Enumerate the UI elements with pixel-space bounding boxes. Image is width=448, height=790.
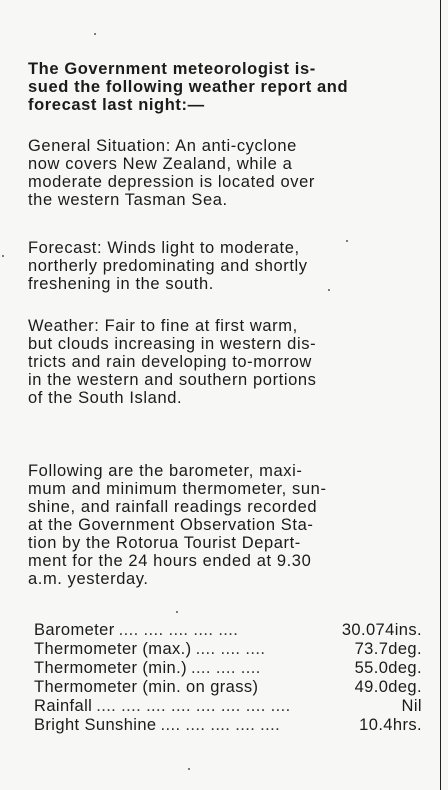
forecast-paragraph [28,239,418,293]
general-situation-line: General Situation: An anti-cyclone [28,137,297,155]
reading-row-barometer [34,621,422,640]
forecast-line: northerly predominating and shortly [28,257,308,275]
reading-value: 73.7deg. [354,640,422,658]
readings-intro-line: ment for the 24 hours ended at 9.30 [28,552,312,570]
general-situation-line: now covers New Zealand, while a [28,155,293,173]
reading-row-sunshine [34,716,422,735]
intro-line: The Government meteorologist is- [28,60,316,78]
reading-row-thermometer-min [34,659,422,678]
weather-line: of the South Island. [28,389,183,407]
weather-line: in the western and southern portions [28,371,317,389]
print-speck [346,240,348,242]
readings-intro-line: shine, and rainfall readings recorded [28,498,318,516]
reading-value: Nil [401,697,422,715]
intro-line: sued the following weather report and [28,78,349,96]
print-speck [2,255,4,257]
print-speck [328,289,330,291]
reading-row-rainfall [34,697,422,716]
reading-leader-dots: .... .... .... [195,640,266,658]
readings-intro-line: mum and minimum thermometer, sun- [28,480,327,498]
reading-value: 55.0deg. [354,659,422,677]
reading-label: Rainfall [34,697,93,715]
general-situation-line: the western Tasman Sea. [28,191,228,209]
readings-intro-line: a.m. yesterday. [28,570,149,588]
reading-value: 30.074ins. [341,621,422,639]
column-divider [440,0,441,790]
reading-label: Thermometer (min. on grass) [34,678,259,696]
reading-label: Thermometer (min.) [34,659,187,677]
reading-label: Bright Sunshine [34,716,157,734]
reading-row-thermometer-max [34,640,422,659]
intro-line: forecast last night:— [28,96,205,114]
readings-table [34,621,422,735]
reading-leader-dots: .... .... .... .... .... [118,621,239,639]
weather-line: Weather: Fair to fine at first warm, [28,317,298,335]
print-speck [176,611,178,613]
intro-paragraph [28,60,418,114]
reading-row-thermometer-grass [34,678,422,697]
reading-label: Thermometer (max.) [34,640,192,658]
general-situation-line: moderate depression is located over [28,173,315,191]
reading-leader-dots: .... .... .... .... .... .... .... .... [96,697,291,715]
general-situation-paragraph [28,137,418,209]
reading-value: 49.0deg. [354,678,422,696]
reading-label: Barometer [34,621,115,639]
readings-intro-line: tion by the Rotorua Tourist Depart- [28,534,301,552]
print-speck [94,33,96,35]
forecast-line: freshening in the south. [28,275,214,293]
readings-intro-paragraph [28,462,418,588]
weather-paragraph [28,317,418,407]
weather-line: tricts and rain developing to-morrow [28,353,312,371]
weather-line: but clouds increasing in western dis- [28,335,317,353]
print-speck [188,768,190,770]
reading-value: 10.4hrs. [359,716,422,734]
reading-leader-dots: .... .... .... [190,659,261,677]
readings-intro-line: at the Government Observation Sta- [28,516,314,534]
reading-leader-dots: .... .... .... .... .... [160,716,281,734]
readings-intro-line: Following are the barometer, maxi- [28,462,303,480]
forecast-line: Forecast: Winds light to moderate, [28,239,300,257]
